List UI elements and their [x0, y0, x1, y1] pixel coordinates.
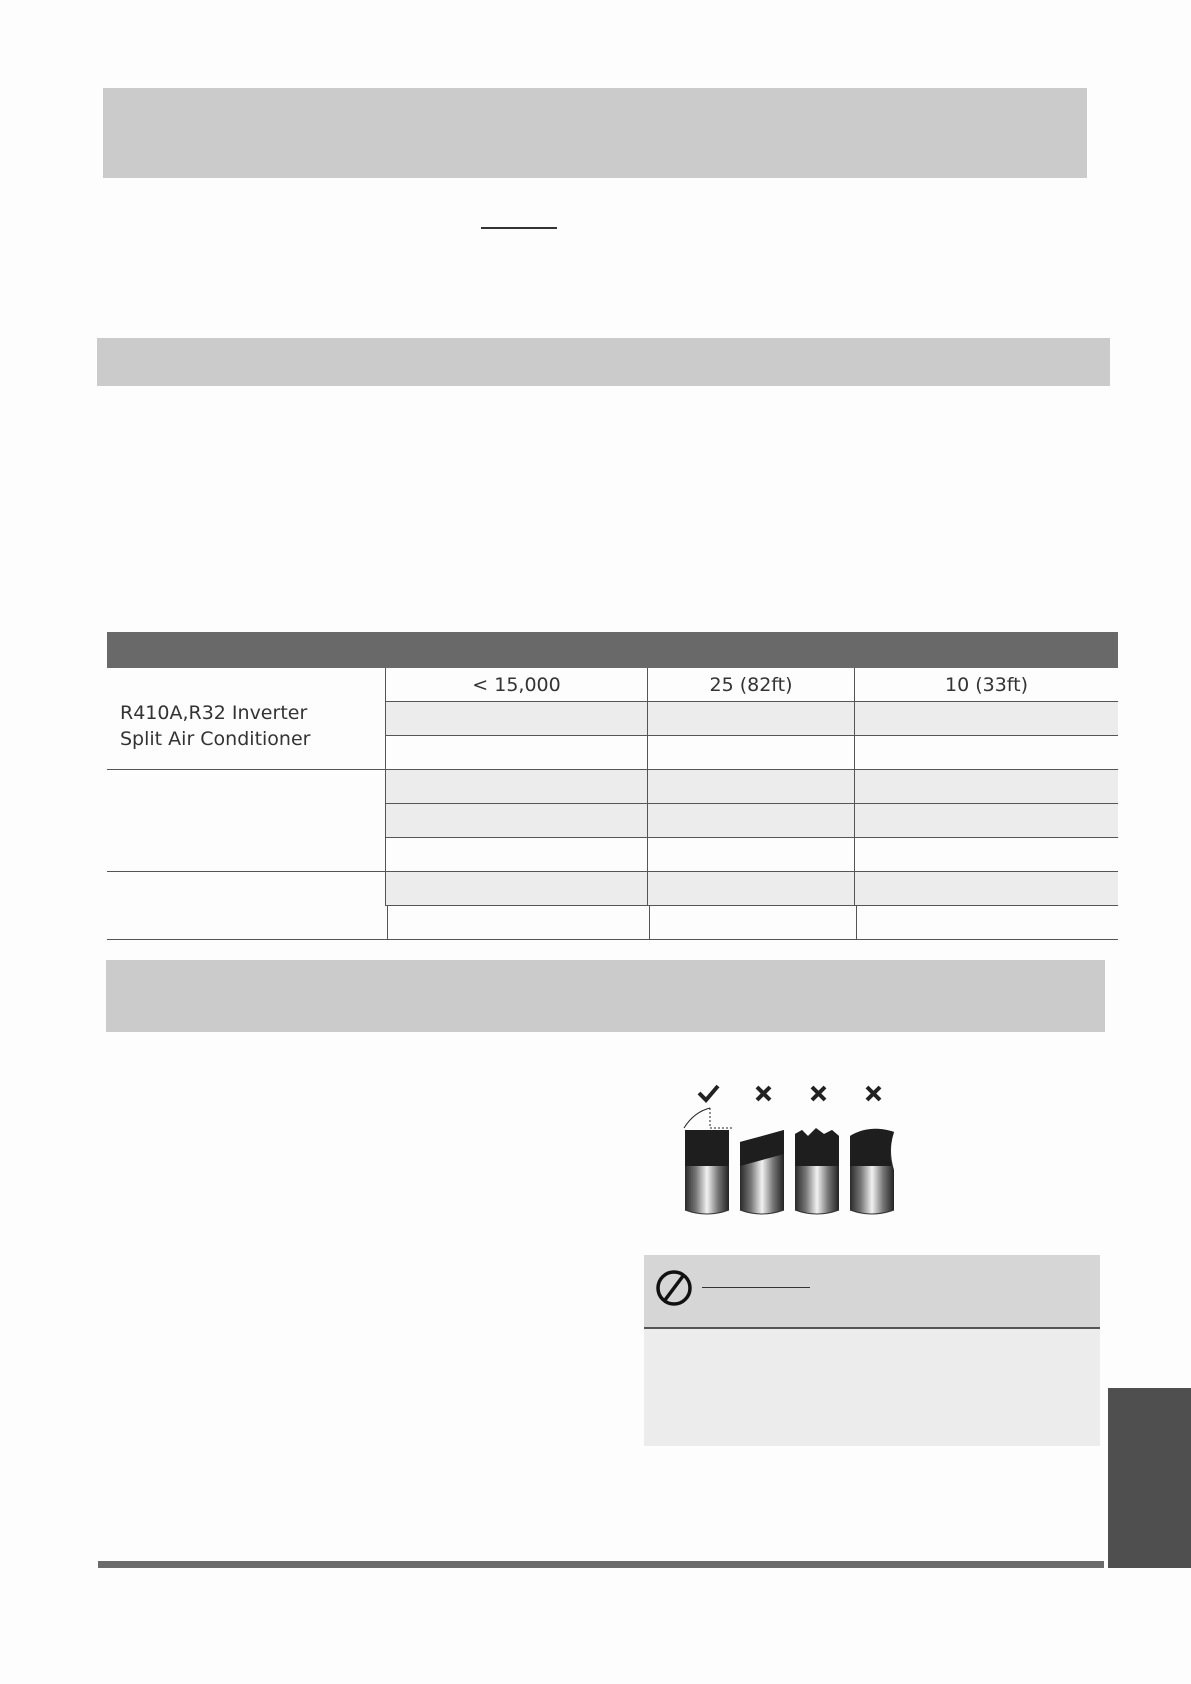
table-cell [385, 804, 647, 838]
table-row-label [120, 700, 310, 752]
section-bar [97, 338, 1110, 386]
table-cell [854, 770, 1118, 804]
table-cell [854, 736, 1118, 770]
group-divider [107, 769, 385, 770]
footer-rule [98, 1561, 1104, 1568]
mark-cross-icon [812, 1087, 825, 1100]
mark-cross-icon [867, 1087, 880, 1100]
table-cell: 25 (82ft) [647, 668, 854, 702]
no-entry-icon [654, 1268, 694, 1308]
pipe-deformed-icon [850, 1129, 894, 1214]
label-line-1: R410A,R32 Inverter [120, 702, 308, 724]
pipe-length-table [107, 632, 1118, 940]
label-line-2: Split Air Conditioner [120, 728, 311, 750]
table-cell [647, 702, 854, 736]
warning-header [644, 1255, 1100, 1327]
mark-cross-icon [757, 1087, 770, 1100]
top-banner [103, 88, 1087, 178]
table-cell [854, 872, 1118, 906]
table-cell [649, 906, 856, 940]
warning-title-rule [702, 1287, 810, 1288]
table-cell [385, 770, 647, 804]
table-cell [387, 906, 649, 940]
table-cell [647, 872, 854, 906]
underline-rule [481, 227, 557, 229]
table-cell [647, 838, 854, 872]
section-side-tab [1108, 1388, 1191, 1568]
table-cell [385, 872, 647, 906]
table-cell: < 15,000 [385, 668, 647, 702]
table-cell [854, 804, 1118, 838]
table-cell: 10 (33ft) [854, 668, 1118, 702]
warning-body [644, 1329, 1100, 1446]
section-banner [106, 960, 1105, 1032]
table-cell [385, 702, 647, 736]
pipe-cut-diagram [670, 1070, 910, 1220]
table-cell [385, 838, 647, 872]
table-bottom-rule [107, 939, 1118, 940]
table-cell [647, 770, 854, 804]
table-cell [385, 736, 647, 770]
table-cell [856, 906, 1118, 940]
table-header [107, 632, 1118, 668]
pipe-rough-icon [795, 1128, 839, 1214]
table-cell [854, 838, 1118, 872]
group-divider [107, 871, 385, 872]
pipe-oblique-icon [740, 1130, 784, 1214]
table-cell [647, 736, 854, 770]
table-cell [854, 702, 1118, 736]
table-cell [647, 804, 854, 838]
pipe-correct-icon [685, 1130, 729, 1214]
mark-check-icon [699, 1086, 718, 1100]
